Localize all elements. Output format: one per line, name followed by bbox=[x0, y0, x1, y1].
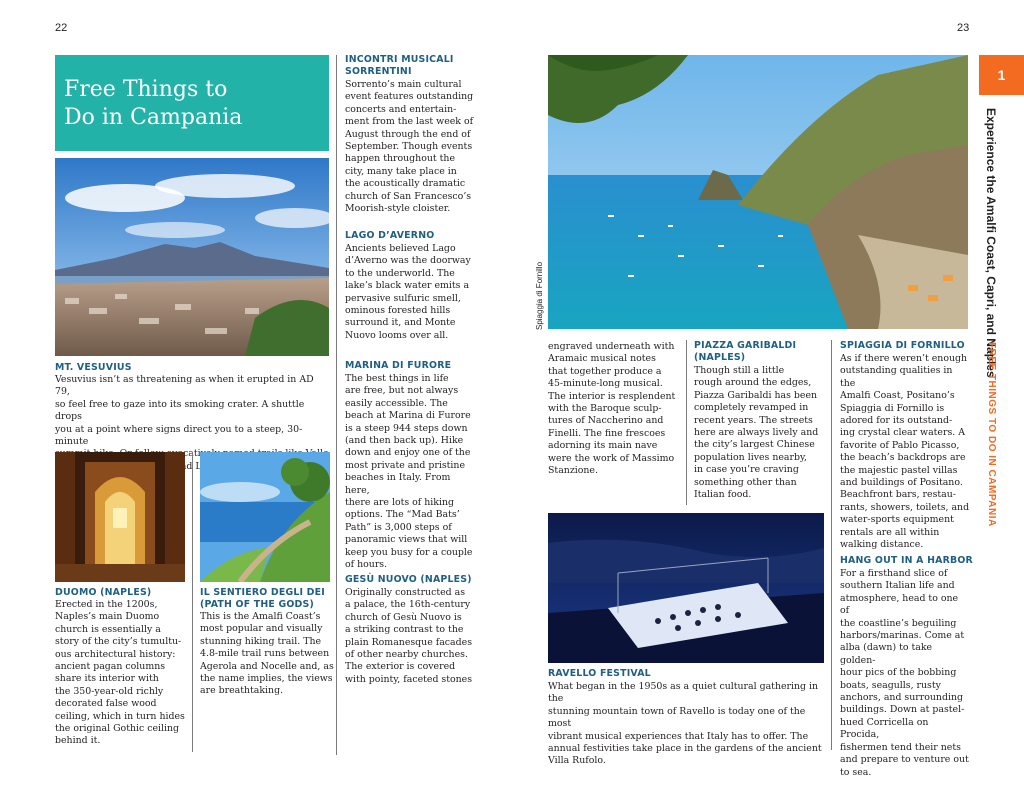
duomo-line: share its interior with bbox=[55, 673, 159, 685]
furore-line: there are lots of hiking bbox=[345, 497, 455, 509]
incontri-heading-line: INCONTRI MUSICALI bbox=[345, 54, 454, 65]
column-rule bbox=[831, 340, 832, 750]
duomo-heading bbox=[55, 587, 151, 599]
gesu-line: a palace, the 16th-century bbox=[345, 599, 471, 611]
incontri-line: ment from the last week of bbox=[345, 116, 474, 128]
fornillo-line: As if there weren’t enough bbox=[840, 353, 968, 364]
harbor-line: hued Corricella on Procida, bbox=[840, 716, 929, 741]
page-number-right: 23 bbox=[957, 22, 970, 34]
duomo-line: Erected in the 1200s, bbox=[55, 599, 158, 610]
gesu-cont-line: adorning its main nave bbox=[548, 440, 658, 452]
furore-line: Path” is 3,000 steps of bbox=[345, 521, 452, 533]
fornillo-line: and buildings of Positano. bbox=[840, 477, 963, 489]
averno-line: d’Averno was the doorway bbox=[345, 255, 471, 267]
averno-line: Ancients believed Lago bbox=[345, 243, 456, 254]
fornillo-line: the majestic pastel villas bbox=[840, 464, 958, 476]
incontri-line: September. Though events bbox=[345, 141, 473, 153]
gesu-cont-line: Finelli. The fine frescoes bbox=[548, 427, 666, 439]
furore-line: of hours. bbox=[345, 559, 388, 571]
ravello-heading bbox=[548, 668, 651, 680]
sentiero-line: stunning hiking trail. The bbox=[200, 635, 322, 647]
vesuvius-line: evocatively bbox=[166, 448, 220, 460]
garibaldi-line: Italian food. bbox=[694, 489, 752, 501]
sentiero-photo bbox=[200, 452, 330, 582]
furore-line: beaches in Italy. From here, bbox=[345, 472, 451, 496]
ravello-line: What began in the 1950s as a quiet cultural gathering in the bbox=[548, 681, 819, 705]
gesu-heading-line: GESÙ NUOVO (NAPLES) bbox=[345, 574, 472, 585]
harbor-line: southern Italian life and bbox=[840, 580, 955, 592]
fornillo-line: adored for its outstand- bbox=[840, 415, 953, 427]
averno-line: ominous forested hills bbox=[345, 305, 451, 317]
gesu-cont-line: engraved underneath with bbox=[548, 341, 675, 352]
ravello-line: vibrant musical experiences that Italy has to offer. The bbox=[548, 730, 809, 742]
fornillo-photo bbox=[548, 55, 968, 329]
incontri-heading bbox=[345, 54, 454, 79]
incontri-body bbox=[345, 79, 475, 215]
chapter-number-tab: 1 bbox=[979, 55, 1024, 95]
fornillo-line: the beach’s backdrops are bbox=[840, 452, 966, 464]
fornillo-line: favorite of Pablo Picasso, bbox=[840, 439, 960, 451]
gesu-cont-line: The interior is resplendent bbox=[548, 390, 676, 402]
averno-line: surround it, and Monte bbox=[345, 317, 456, 329]
duomo-line: the original Gothic ceiling bbox=[55, 723, 180, 735]
gesu-line: Originally constructed as bbox=[345, 587, 466, 598]
averno-line: Nuovo looms over all. bbox=[345, 329, 449, 341]
fornillo-line: rants, showers, toilets, and bbox=[840, 501, 970, 513]
sentiero-heading-line: (PATH OF THE GODS) bbox=[200, 599, 314, 611]
harbor-body bbox=[840, 568, 970, 779]
furore-body bbox=[345, 373, 475, 572]
garibaldi-line: rough around the edges, bbox=[694, 377, 812, 389]
gesu-cont-line: tures of Naccherino and bbox=[548, 415, 664, 427]
vesuvius-heading: MT. VESUVIUS bbox=[55, 362, 132, 373]
furore-line: options. The “Mad Bats’ bbox=[345, 509, 460, 521]
fornillo-heading bbox=[840, 340, 965, 352]
fornillo-line: rentals are all within bbox=[840, 526, 940, 538]
sentiero-line: Agerola and Nocelle and, as bbox=[200, 660, 334, 672]
vesuvius-line: Vesuvius isn’t as threatening as when it erupted in AD 79, bbox=[55, 374, 314, 398]
feature-title-box bbox=[55, 55, 329, 151]
garibaldi-line: completely revamped in bbox=[694, 402, 809, 414]
harbor-line: buildings. Down at pastel- bbox=[840, 704, 965, 716]
furore-line: (and then back up). Hike bbox=[345, 435, 464, 447]
feature-title-line-1: Free Things to bbox=[64, 77, 228, 102]
gesu-line: a striking contrast to the bbox=[345, 624, 464, 636]
incontri-line: the acoustically dramatic bbox=[345, 178, 466, 190]
sentiero-line: are breathtaking. bbox=[200, 685, 284, 697]
sentiero-body bbox=[200, 611, 336, 698]
feature-title bbox=[64, 76, 242, 132]
fornillo-line: water-sports equipment bbox=[840, 514, 954, 526]
garibaldi-heading-line: PIAZZA GARIBALDI bbox=[694, 340, 797, 351]
incontri-line: church of San Francesco’s bbox=[345, 190, 472, 202]
duomo-line: ous architectural history: bbox=[55, 648, 176, 660]
harbor-line: For a firsthand slice of bbox=[840, 568, 948, 579]
harbor-line: the coastline’s beguiling bbox=[840, 617, 957, 629]
garibaldi-line: the city’s largest Chinese bbox=[694, 439, 815, 451]
furore-line: down and enjoy one of the bbox=[345, 447, 471, 459]
incontri-line: Moorish-style cloister. bbox=[345, 203, 451, 215]
duomo-photo bbox=[55, 452, 185, 582]
fornillo-line: Amalfi Coast, Positano’s bbox=[840, 390, 955, 402]
fornillo-body bbox=[840, 353, 970, 552]
averno-body bbox=[345, 243, 475, 342]
page-number-left: 22 bbox=[55, 22, 68, 34]
averno-heading bbox=[345, 230, 434, 242]
averno-line: to the underworld. The bbox=[345, 267, 455, 279]
sentiero-heading-line: IL SENTIERO DEGLI DEI bbox=[200, 587, 325, 598]
gesu-heading bbox=[345, 574, 472, 586]
fornillo-heading-line: SPIAGGIA DI FORNILLO bbox=[840, 340, 965, 351]
fornillo-line: Beachfront bars, restau- bbox=[840, 489, 956, 501]
incontri-line: event features outstanding bbox=[345, 91, 474, 103]
sentiero-heading bbox=[200, 587, 325, 612]
furore-heading bbox=[345, 360, 451, 372]
averno-line: pervasive sulfuric smell, bbox=[345, 292, 461, 304]
harbor-line: fishermen tend their nets bbox=[840, 741, 961, 753]
garibaldi-heading bbox=[694, 340, 796, 365]
harbor-line: atmosphere, head to one of bbox=[840, 592, 959, 617]
averno-line: lake’s black water emits a bbox=[345, 280, 470, 292]
garibaldi-line: Piazza Garibaldi has been bbox=[694, 389, 818, 401]
harbor-line: anchors, and surrounding bbox=[840, 692, 963, 704]
harbor-line: hour pics of the bobbing bbox=[840, 667, 957, 679]
garibaldi-line: Though still a little bbox=[694, 365, 785, 376]
sentiero-line: This is the Amalfi Coast’s bbox=[200, 611, 321, 622]
garibaldi-body bbox=[694, 365, 834, 501]
incontri-line: Sorrento’s main cultural bbox=[345, 79, 462, 90]
gesu-line: of other nearby churches. bbox=[345, 649, 468, 661]
sentiero-line: 4.8-mile trail runs between bbox=[200, 648, 330, 660]
duomo-line: decorated false wood bbox=[55, 698, 157, 710]
fornillo-line: Spiaggia di Fornillo is bbox=[840, 402, 945, 414]
duomo-line: church is essentially a bbox=[55, 623, 161, 635]
harbor-line: to sea. bbox=[840, 766, 872, 778]
furore-line: most private and pristine bbox=[345, 459, 466, 471]
duomo-body bbox=[55, 599, 190, 748]
garibaldi-heading-line: (NAPLES) bbox=[694, 352, 746, 364]
furore-line: keep you busy for a couple bbox=[345, 546, 473, 558]
harbor-line: boats, seagulls, rusty bbox=[840, 679, 941, 691]
furore-line: easily accessible. The bbox=[345, 397, 448, 409]
duomo-line: ancient pagan columns bbox=[55, 661, 166, 673]
furore-line: The best things in life bbox=[345, 373, 449, 384]
gesu-cont-line: that together produce a bbox=[548, 365, 662, 377]
gesu-body bbox=[345, 587, 475, 686]
feature-title-line-2: Do in Campania bbox=[64, 105, 243, 130]
gesu-line: church of Gesù Nuovo is bbox=[345, 611, 462, 623]
section-running-head: FREE THINGS TO DO IN CAMPANIA bbox=[986, 342, 997, 527]
ravello-photo bbox=[548, 513, 824, 663]
gesu-cont-line: Stanzione. bbox=[548, 465, 598, 477]
photo-caption: Spiaggia di Fornillo bbox=[535, 261, 544, 330]
incontri-line: August through the end of bbox=[345, 128, 471, 140]
harbor-heading-line: HANG OUT IN A HARBOR bbox=[840, 555, 973, 566]
incontri-line: concerts and entertain- bbox=[345, 103, 457, 115]
vesuvius-photo bbox=[55, 158, 329, 356]
vesuvius-line: you at a point where signs direct you to a steep, 30-minute bbox=[55, 423, 303, 448]
duomo-line: the 350-year-old richly bbox=[55, 685, 164, 697]
fornillo-line: walking distance. bbox=[840, 539, 924, 551]
gesu-continued-body bbox=[548, 341, 688, 477]
incontri-heading-line: SORRENTINI bbox=[345, 66, 412, 78]
furore-line: are free, but not always bbox=[345, 385, 459, 397]
column-rule bbox=[336, 55, 337, 755]
duomo-line: behind it. bbox=[55, 735, 101, 747]
ravello-line: annual festivities take place in the gardens of the ancient bbox=[548, 743, 822, 755]
column-rule bbox=[192, 452, 193, 752]
sentiero-line: the name implies, the views bbox=[200, 673, 333, 685]
harbor-line: harbors/marinas. Come at bbox=[840, 630, 965, 642]
ravello-body bbox=[548, 681, 830, 768]
furore-line: is a steep 944 steps down bbox=[345, 422, 468, 434]
chapter-title: Experience the Amalfi Coast, Capri, and Naples bbox=[984, 108, 998, 378]
furore-line: beach at Marina di Furore bbox=[345, 410, 471, 422]
sentiero-line: most popular and visually bbox=[200, 623, 323, 635]
gesu-cont-line: with the Baroque sculp- bbox=[548, 403, 662, 415]
garibaldi-line: here are always lively and bbox=[694, 427, 819, 439]
harbor-line: and prepare to venture out bbox=[840, 754, 969, 766]
incontri-line: city, many take place in bbox=[345, 165, 457, 177]
duomo-line: story of the city’s tumultu- bbox=[55, 636, 182, 648]
garibaldi-line: in case you’re craving bbox=[694, 464, 799, 476]
garibaldi-line: recent years. The streets bbox=[694, 414, 813, 426]
garibaldi-line: something other than bbox=[694, 476, 797, 488]
gesu-cont-line: were the work of Massimo bbox=[548, 452, 675, 464]
duomo-line: Naples’s main Duomo bbox=[55, 611, 160, 623]
gesu-cont-line: Aramaic musical notes bbox=[548, 353, 656, 365]
ravello-line: stunning mountain town of Ravello is today one of the most bbox=[548, 705, 806, 730]
harbor-heading bbox=[840, 555, 973, 567]
incontri-line: happen throughout the bbox=[345, 153, 455, 165]
furore-line: panoramic views that will bbox=[345, 534, 468, 546]
ravello-heading-line: RAVELLO FESTIVAL bbox=[548, 668, 651, 679]
fornillo-line: ing crystal clear waters. A bbox=[840, 427, 965, 439]
duomo-line: ceiling, which in turn hides bbox=[55, 710, 185, 722]
gesu-line: with pointy, faceted stones bbox=[345, 673, 473, 685]
ravello-line: Villa Rufolo. bbox=[548, 755, 606, 767]
duomo-heading-line: DUOMO (NAPLES) bbox=[55, 587, 152, 598]
gesu-line: plain Romanesque facades bbox=[345, 636, 473, 648]
gesu-cont-line: 45-minute-long musical. bbox=[548, 378, 663, 390]
vesuvius-line: so feel free to gaze into its smoking crater. A shuttle drops bbox=[55, 398, 305, 423]
column-rule bbox=[686, 340, 687, 505]
gesu-line: The exterior is covered bbox=[345, 661, 456, 673]
garibaldi-line: population lives nearby, bbox=[694, 451, 808, 463]
harbor-line: alba (dawn) to take golden- bbox=[840, 642, 933, 666]
furore-heading-line: MARINA DI FURORE bbox=[345, 360, 452, 371]
fornillo-line: outstanding qualities in the bbox=[840, 365, 953, 389]
averno-heading-line: LAGO D’AVERNO bbox=[345, 230, 435, 241]
